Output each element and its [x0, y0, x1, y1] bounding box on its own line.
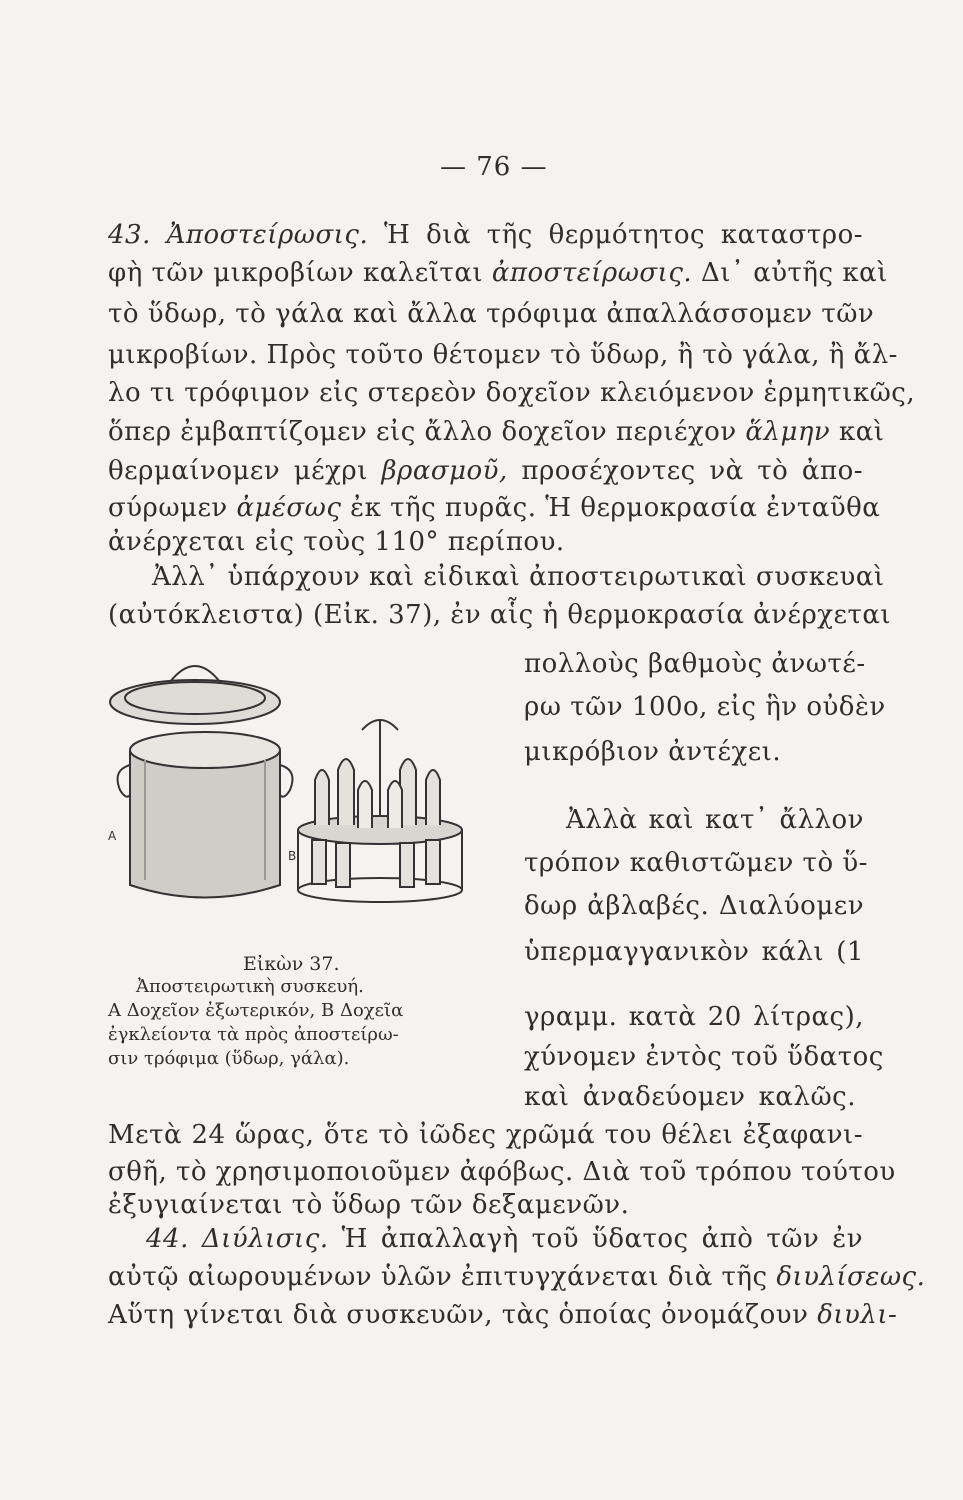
section-number: 43. [108, 220, 151, 250]
text-line: θερμαίνομεν μέχρι βρασμοῦ, προσέχοντες νὰ τὸ ἀπο- [108, 456, 864, 486]
text-line: σύρωμεν ἀμέσως ἐκ τῆς πυρᾶς. Ἡ θερμοκρασία ἐνταῦθα [108, 493, 881, 523]
text-line: δωρ ἀβλαβές. Διαλύομεν [524, 891, 864, 921]
figure-caption-line: σιν τρόφιμα (ὕδωρ, γάλα). [108, 1048, 350, 1069]
text-line: πολλοὺς βαθμοὺς ἀνωτέ- [524, 649, 866, 679]
text-line: Ἀλλ᾿ ὑπάρχουν καὶ εἰδικαὶ ἀποστειρωτικαὶ συσκευαὶ [152, 562, 885, 592]
text-line: μικρόβιον ἀντέχει. [524, 737, 782, 767]
text-line: ὅπερ ἐμβαπτίζομεν εἰς ἄλλο δοχεῖον περιέχον ἅλμην καὶ [108, 417, 885, 447]
figure-caption-title: Ἀποστειρωτικὴ συσκευή. [136, 976, 364, 997]
section-title: Ἀποστείρωσις. [166, 220, 369, 250]
text-line: χύνομεν ἐντὸς τοῦ ὕδατος [524, 1042, 884, 1072]
text-line: γραμμ. κατὰ 20 λίτρας), [524, 1002, 864, 1032]
text-line: (αὐτόκλειστα) (Εἰκ. 37), ἐν αἷς ἡ θερμοκρασία ἀνέρχεται [108, 600, 892, 630]
text-line: Ἀλλὰ καὶ κατ᾿ ἄλλον [566, 805, 864, 835]
figure-caption-line: Α Δοχεῖον ἐξωτερικόν, Β Δοχεῖα [108, 1000, 404, 1021]
text-line: λο τι τρόφιμον εἰς στερεὸν δοχεῖον κλειόμενον ἑρμητικῶς, [108, 378, 916, 408]
figure-label-a: Α [108, 829, 117, 843]
text-line: ρω τῶν 100ο, εἰς ἣν οὐδὲν [524, 692, 886, 722]
text-line: Αὕτη γίνεται διὰ συσκευῶν, τὰς ὁποίας ὀνομάζουν διυλι- [108, 1300, 898, 1330]
text-line: φὴ τῶν μικροβίων καλεῖται ἀποστείρωσις. Δι᾿ αὐτῆς καὶ [108, 258, 888, 288]
text-line: 44. Διύλισις. Ἡ ἀπαλλαγὴ τοῦ ὕδατος ἀπὸ τῶν ἐν [146, 1224, 864, 1254]
text-line: ἐξυγιαίνεται τὸ ὕδωρ τῶν δεξαμενῶν. [108, 1190, 630, 1220]
text-line: μικροβίων. Πρὸς τοῦτο θέτομεν τὸ ὕδωρ, ἢ τὸ γάλα, ἢ ἄλ- [108, 340, 898, 370]
text-line: 43. Ἀποστείρωσις. Ἡ διὰ τῆς θερμότητος καταστρο- [108, 220, 864, 250]
text-line: τρόπον καθιστῶμεν τὸ ὕ- [524, 848, 868, 878]
section-title: Διύλισις. [201, 1224, 329, 1254]
text-line: τὸ ὕδωρ, τὸ γάλα καὶ ἄλλα τρόφιμα ἀπαλλάσσομεν τῶν [108, 299, 875, 329]
text-line: καὶ ἀναδεύομεν καλῶς. [524, 1082, 856, 1112]
section-number: 44. [146, 1224, 189, 1254]
text-line: ἀνέρχεται εἰς τοὺς 110° περίπου. [108, 527, 565, 557]
text-line: αὐτῷ αἰωρουμένων ὑλῶν ἐπιτυγχάνεται διὰ τῆς διυλίσεως. [108, 1262, 926, 1292]
figure-caption-number: Εἰκὼν 37. [243, 953, 340, 975]
figure-label-b: Β [288, 849, 297, 863]
text-line: Μετὰ 24 ὥρας, ὅτε τὸ ἰῶδες χρῶμά του θέλει ἐξαφανι- [108, 1120, 863, 1150]
figure-caption-line: ἐγκλείοντα τὰ πρὸς ἀποστείρω- [108, 1024, 399, 1045]
sterilizer-illustration [100, 640, 500, 940]
text-line: ὑπερμαγγανικὸν κάλι (1 [524, 937, 864, 967]
text-line: σθῆ, τὸ χρησιμοποιοῦμεν ἀφόβως. Διὰ τοῦ τρόπου τούτου [108, 1157, 896, 1187]
page-number: — 76 — [440, 152, 548, 182]
